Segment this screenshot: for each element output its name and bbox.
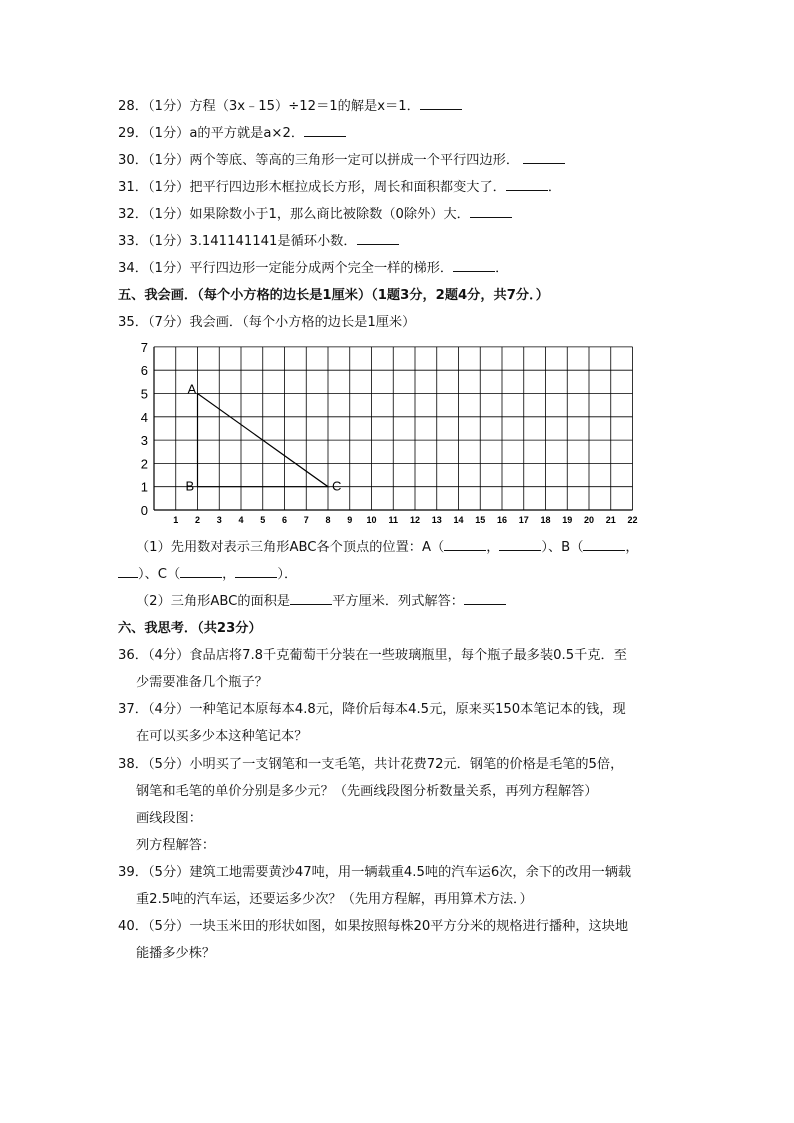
x-tick-label: 1 [173,515,179,525]
question-38-line-2: 钢笔和毛笔的单价分别是多少元？（先画线段图分析数量关系，再列方程解答） [136,784,598,799]
question-text: 32．（1分）如果除数小于1，那么商比被除数（0除外）大． [118,207,470,222]
y-tick-label: 4 [140,409,148,425]
vertex-label: C [332,478,342,494]
question-39-line-1: 39．（5分）建筑工地需要黄沙47吨，用一辆载重4.5吨的汽车运6次，余下的改用一辆载 [118,865,632,880]
triangle-abc [186,382,342,494]
x-tick-label: 19 [562,515,573,525]
x-tick-label: 18 [540,515,551,525]
comma: ， [222,567,236,582]
part-1-end: ）． [277,567,298,582]
part-1-text-b: ）、B（ [541,540,584,555]
x-tick-label: 10 [366,515,377,525]
x-tick-label: 21 [605,515,616,525]
y-axis-ticks [141,340,148,518]
x-tick-label: 22 [627,515,638,525]
y-tick-label: 3 [140,433,148,449]
x-tick-label: 6 [281,515,288,525]
x-tick-label: 20 [583,515,595,525]
question-text: 33．（1分）3.141141141是循环小数． [118,234,357,249]
blank-area[interactable] [290,592,332,605]
x-tick-label: 7 [303,515,309,525]
question-37-line-2: 在可以买多少本这种笔记本？ [136,729,308,744]
y-tick-label: 5 [140,386,148,402]
blank-c-y[interactable] [235,565,277,578]
question-tail: ． [495,261,509,276]
x-tick-label: 12 [409,515,421,525]
question-31 [118,178,561,197]
blank-formula[interactable] [464,592,506,605]
vertex-label: A [187,381,197,397]
question-35-part-1 [136,538,639,557]
x-tick-label: 4 [238,515,244,525]
x-tick-label: 14 [453,515,464,525]
section-6-heading: 六、我思考．（共23分） [118,621,262,636]
question-text: 31．（1分）把平行四边形木框拉成长方形，周长和面积都变大了． [118,180,506,195]
blank-b-y[interactable] [118,565,138,578]
question-38-line-1: 38．（5分）小明买了一支钢笔和一支毛笔，共计花费72元．钢笔的价格是毛笔的5倍， [118,757,624,772]
y-tick-label: 1 [140,479,148,495]
x-tick-label: 9 [347,515,353,525]
blank-c-x[interactable] [180,565,222,578]
question-32 [118,205,512,224]
question-33 [118,232,399,251]
question-38-line-3: 画线段图： [136,811,202,826]
part-2-text: （2）三角形ABC的面积是 [136,594,291,609]
answer-blank[interactable] [304,124,346,137]
vertex-label: B [185,478,195,494]
question-35: 35．（7分）我会画．（每个小方格的边长是1厘米） [118,315,416,330]
question-text: 28．（1分）方程（3x﹣15）÷12＝1的解是x＝1． [118,99,420,114]
question-29 [118,124,346,143]
section-5-heading: 五、我会画．（每个小方格的边长是1厘米）（1题3分，2题4分，共7分．） [118,288,549,303]
question-text: 30．（1分）两个等底、等高的三角形一定可以拼成一个平行四边形． [118,153,520,168]
part-1-text: （1）先用数对表示三角形ABC各个顶点的位置：A（ [136,540,445,555]
question-34 [118,259,508,278]
question-35-part-2 [136,592,506,611]
x-tick-label: 11 [388,515,399,525]
x-tick-label: 2 [194,515,201,525]
x-tick-label: 16 [496,515,508,525]
answer-blank[interactable] [453,259,495,272]
blank-a-y[interactable] [499,538,541,551]
question-text: 34．（1分）平行四边形一定能分成两个完全一样的梯形． [118,261,454,276]
grid-lines [154,347,633,510]
question-36-line-1: 36．（4分）食品店将7.8千克葡萄干分装在一些玻璃瓶里，每个瓶子最多装0.5千克．至 [118,648,627,663]
x-tick-label: 15 [475,515,486,525]
comma: ， [625,540,639,555]
x-tick-label: 8 [325,515,331,525]
blank-b-x[interactable] [583,538,625,551]
answer-blank[interactable] [506,178,548,191]
comma: ， [486,540,500,555]
x-tick-label: 13 [431,515,442,525]
question-text: 29．（1分）a的平方就是a×2． [118,126,305,141]
y-tick-label: 6 [140,363,148,379]
question-tail: ． [547,180,562,195]
question-38-line-4: 列方程解答： [136,838,216,853]
question-36-line-2: 少需要准备几个瓶子？ [136,675,268,690]
answer-blank[interactable] [470,205,512,218]
y-tick-label: 2 [140,456,148,472]
answer-blank[interactable] [357,232,399,245]
question-30 [118,151,565,170]
answer-blank[interactable] [523,151,565,164]
blank-a-x[interactable] [444,538,486,551]
x-tick-label: 17 [518,515,529,525]
x-tick-label: 3 [216,515,222,525]
part-2-text-b: 平方厘米．列式解答： [332,594,464,609]
y-tick-label: 7 [140,339,148,355]
question-37-line-1: 37．（4分）一种笔记本原每本4.8元，降价后每本4.5元，原来买150本笔记本的钱，现 [118,702,626,717]
question-28 [118,97,462,116]
part-1-text-c: ）、C（ [138,567,181,582]
x-tick-label: 5 [260,515,266,525]
question-35-part-1-cont [118,565,297,584]
question-40-line-1: 40．（5分）一块玉米田的形状如图，如果按照每株20平方分米的规格进行播种，这块地 [118,919,629,934]
coordinate-grid [138,338,648,528]
x-axis-ticks [173,515,637,525]
question-39-line-2: 重2.5吨的汽车运，还要运多少次？（先用方程解，再用算术方法．） [136,892,533,907]
y-tick-label: 0 [140,503,148,518]
answer-blank[interactable] [420,97,462,110]
question-40-line-2: 能播多少株？ [136,946,216,961]
